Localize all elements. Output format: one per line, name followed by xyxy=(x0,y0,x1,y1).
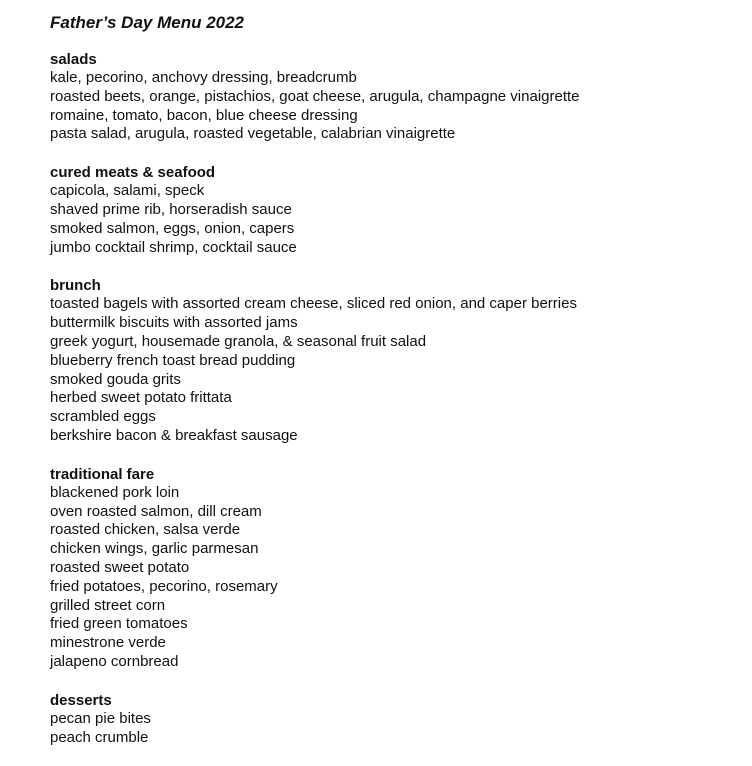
menu-item: fried potatoes, pecorino, rosemary xyxy=(50,577,278,595)
menu-section xyxy=(50,50,740,144)
menu-title: Father’s Day Menu 2022 xyxy=(50,13,245,32)
menu-item: shaved prime rib, horseradish sauce xyxy=(50,200,292,218)
section-heading: salads xyxy=(50,51,97,68)
menu-item: roasted chicken, salsa verde xyxy=(50,521,241,539)
menu-sections xyxy=(50,50,740,747)
menu-item: toasted bagels with assorted cream cheese, sliced red onion, and caper berries xyxy=(50,295,577,313)
section-heading: desserts xyxy=(50,691,112,709)
menu-item: roasted sweet potato xyxy=(50,558,190,576)
menu-item: smoked gouda grits xyxy=(50,370,181,388)
menu-item: capicola, salami, speck xyxy=(50,182,205,200)
menu-item: jumbo cocktail shrimp, cocktail sauce xyxy=(50,238,297,256)
menu-item: greek yogurt, housemade granola, & seasonal fruit salad xyxy=(50,332,427,350)
menu-item: kale, pecorino, anchovy dressing, breadcrumb xyxy=(50,69,357,86)
section-heading: cured meats & seafood xyxy=(50,164,216,182)
menu-item: fried green tomatoes xyxy=(50,615,188,633)
menu-item: blueberry french toast bread pudding xyxy=(50,351,296,369)
menu-item: chicken wings, garlic parmesan xyxy=(50,540,259,558)
menu-item: buttermilk biscuits with assorted jams xyxy=(50,314,298,332)
menu-item: smoked salmon, eggs, onion, capers xyxy=(50,219,295,237)
menu-item: berkshire bacon & breakfast sausage xyxy=(50,426,298,444)
menu-item: jalapeno cornbread xyxy=(50,652,179,670)
menu-item: oven roasted salmon, dill cream xyxy=(50,502,262,520)
menu-section xyxy=(50,691,740,748)
menu-item: grilled street corn xyxy=(50,596,166,614)
menu-item: pecan pie bites xyxy=(50,709,151,727)
section-heading: brunch xyxy=(50,277,101,295)
menu-document xyxy=(50,12,740,766)
menu-item: romaine, tomato, bacon, blue cheese dressing xyxy=(50,106,358,124)
menu-section xyxy=(50,276,740,445)
menu-section xyxy=(50,465,740,672)
menu-item: pasta salad, arugula, roasted vegetable, calabrian vinaigrette xyxy=(50,125,456,143)
menu-item: blackened pork loin xyxy=(50,483,180,501)
menu-item: peach crumble xyxy=(50,728,149,746)
menu-item: herbed sweet potato frittata xyxy=(50,389,232,407)
menu-item: roasted beets, orange, pistachios, goat cheese, arugula, champagne vinaigrette xyxy=(50,87,580,105)
menu-item: scrambled eggs xyxy=(50,408,156,426)
menu-item: minestrone verde xyxy=(50,634,166,652)
section-heading: traditional fare xyxy=(50,465,155,483)
menu-section xyxy=(50,163,740,257)
